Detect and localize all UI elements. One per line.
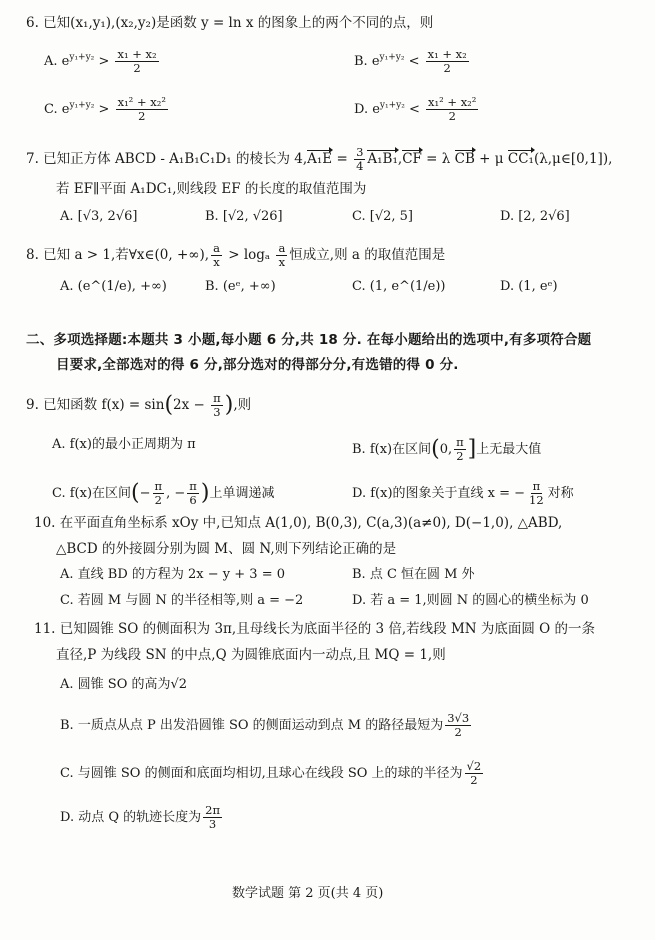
q8-option-a: A. (e^(1/e), +∞) bbox=[60, 279, 167, 294]
q10-option-c: C. 若圆 M 与圆 N 的半径相等,则 a = −2 bbox=[60, 593, 304, 608]
q8-option-d: D. (1, eᵉ) bbox=[500, 279, 558, 294]
q9-stem: 9. 已知函数 f(x) = sin(2x − $\frac{\pi}{3}$ ),则 bbox=[26, 391, 252, 419]
vector-cf: CF bbox=[402, 151, 422, 167]
q6-option-c: C. $e^{y_1+y_2}$ > $\frac{\text{x₁² + x₂²}}{2}$ bbox=[44, 95, 166, 123]
q7-option-c: C. [√2, 5] bbox=[352, 209, 413, 224]
q7-option-a: A. [√3, 2√6] bbox=[60, 209, 138, 224]
section-2-heading-line-1: 二、多项选择题:本题共 3 小题,每小题 6 分,共 18 分. 在每小题给出的选项中,有多项符合题 bbox=[26, 332, 592, 348]
q6-stem: 6. 已知(x₁,y₁),(x₂,y₂)是函数 y = ln x 的图象上的两个不同的点，则 bbox=[26, 15, 434, 31]
vector-cc1: CC₁ bbox=[507, 151, 534, 167]
q6-option-b: B. $e^{y_1+y_2}$ < $\frac{\text{x₁ + x₂}}{2}$ bbox=[354, 47, 467, 75]
q6-option-d: D. $e^{y_1+y_2}$ < $\frac{\text{x₁² + x₂²}}{2}$ bbox=[354, 95, 477, 123]
q10-option-b: B. 点 C 恒在圆 M 外 bbox=[352, 567, 475, 582]
q8-stem: 8. 已知 a > 1,若∀x∈(0, +∞), $\frac{a}{x}$ > logₐ $\frac{a}{x}$ 恒成立,则 a 的取值范围是 bbox=[26, 241, 446, 269]
q8-option-b: B. (eᵉ, +∞) bbox=[205, 279, 276, 294]
q11-option-a: A. 圆锥 SO 的高为√2 bbox=[60, 677, 188, 692]
q10-stem-line-1: 10. 在平面直角坐标系 xOy 中,已知点 A(1,0), B(0,3), C(a,3)(a≠0), D(−1,0), △ABD, bbox=[34, 515, 563, 531]
q10-option-d: D. 若 a = 1,则圆 N 的圆心的横坐标为 0 bbox=[352, 593, 589, 608]
q11-stem-line-2: 直径,P 为线段 SN 的中点,Q 为圆锥底面内一动点,且 MQ = 1,则 bbox=[56, 647, 446, 663]
q10-stem-line-2: △BCD 的外接圆分别为圆 M、圆 N,则下列结论正确的是 bbox=[56, 541, 397, 557]
vector-a1e: A₁E bbox=[307, 151, 333, 167]
q11-option-c: C. 与圆锥 SO 的侧面和底面均相切,且球心在线段 SO 上的球的半径为 $\frac{√2}{2}$ bbox=[60, 759, 482, 787]
q10-option-a: A. 直线 BD 的方程为 2x − y + 3 = 0 bbox=[60, 567, 285, 582]
page-footer: 数学试题 第 2 页(共 4 页) bbox=[232, 886, 384, 901]
q6-option-a: A. $e^{y_1+y_2}$ > $\frac{\text{x₁ + x₂}}{2}$ bbox=[44, 47, 157, 75]
q9-option-c: C. f(x)在区间(− $\frac{\pi}{2}$ , − $\frac{\pi}{6}$ )上单调递减 bbox=[52, 479, 275, 507]
q9-option-d: D. f(x)的图象关于直线 x = − $\frac{\pi}{12}$ 对称 bbox=[352, 479, 574, 507]
q11-option-d: D. 动点 Q 的轨迹长度为 $\frac{2\pi}{3}$ bbox=[60, 803, 221, 831]
q11-option-b: B. 一质点从点 P 出发沿圆锥 SO 的侧面运动到点 M 的路径最短为 $\frac{3√3}{2}$ bbox=[60, 711, 470, 739]
q8-option-c: C. (1, e^(1/e)) bbox=[352, 279, 446, 294]
q9-option-a: A. f(x)的最小正周期为 π bbox=[52, 437, 196, 452]
q7-stem-line-2: 若 EF∥平面 A₁DC₁,则线段 EF 的长度的取值范围为 bbox=[56, 181, 367, 197]
q7-option-b: B. [√2, √26] bbox=[205, 209, 283, 224]
q7-stem-line-1: 7. 已知正方体 ABCD - A₁B₁C₁D₁ 的棱长为 4,A₁E = $\frac{3}{4}$ A₁B₁,CF = λ CB + μ CC₁(λ,μ∈[0,1]), bbox=[26, 145, 613, 173]
q9-option-b: B. f(x)在区间(0, $\frac{\pi}{2}$ ]上无最大值 bbox=[352, 435, 542, 463]
q7-option-d: D. [2, 2√6] bbox=[500, 209, 570, 224]
vector-a1b1: A₁B₁ bbox=[367, 151, 398, 167]
section-2-heading-line-2: 目要求,全部选对的得 6 分,部分选对的得部分分,有选错的得 0 分. bbox=[56, 357, 459, 373]
vector-cb: CB bbox=[454, 151, 475, 167]
q11-stem-line-1: 11. 已知圆锥 SO 的侧面积为 3π,且母线长为底面半径的 3 倍,若线段 MN 为底面圆 O 的一条 bbox=[34, 621, 596, 637]
